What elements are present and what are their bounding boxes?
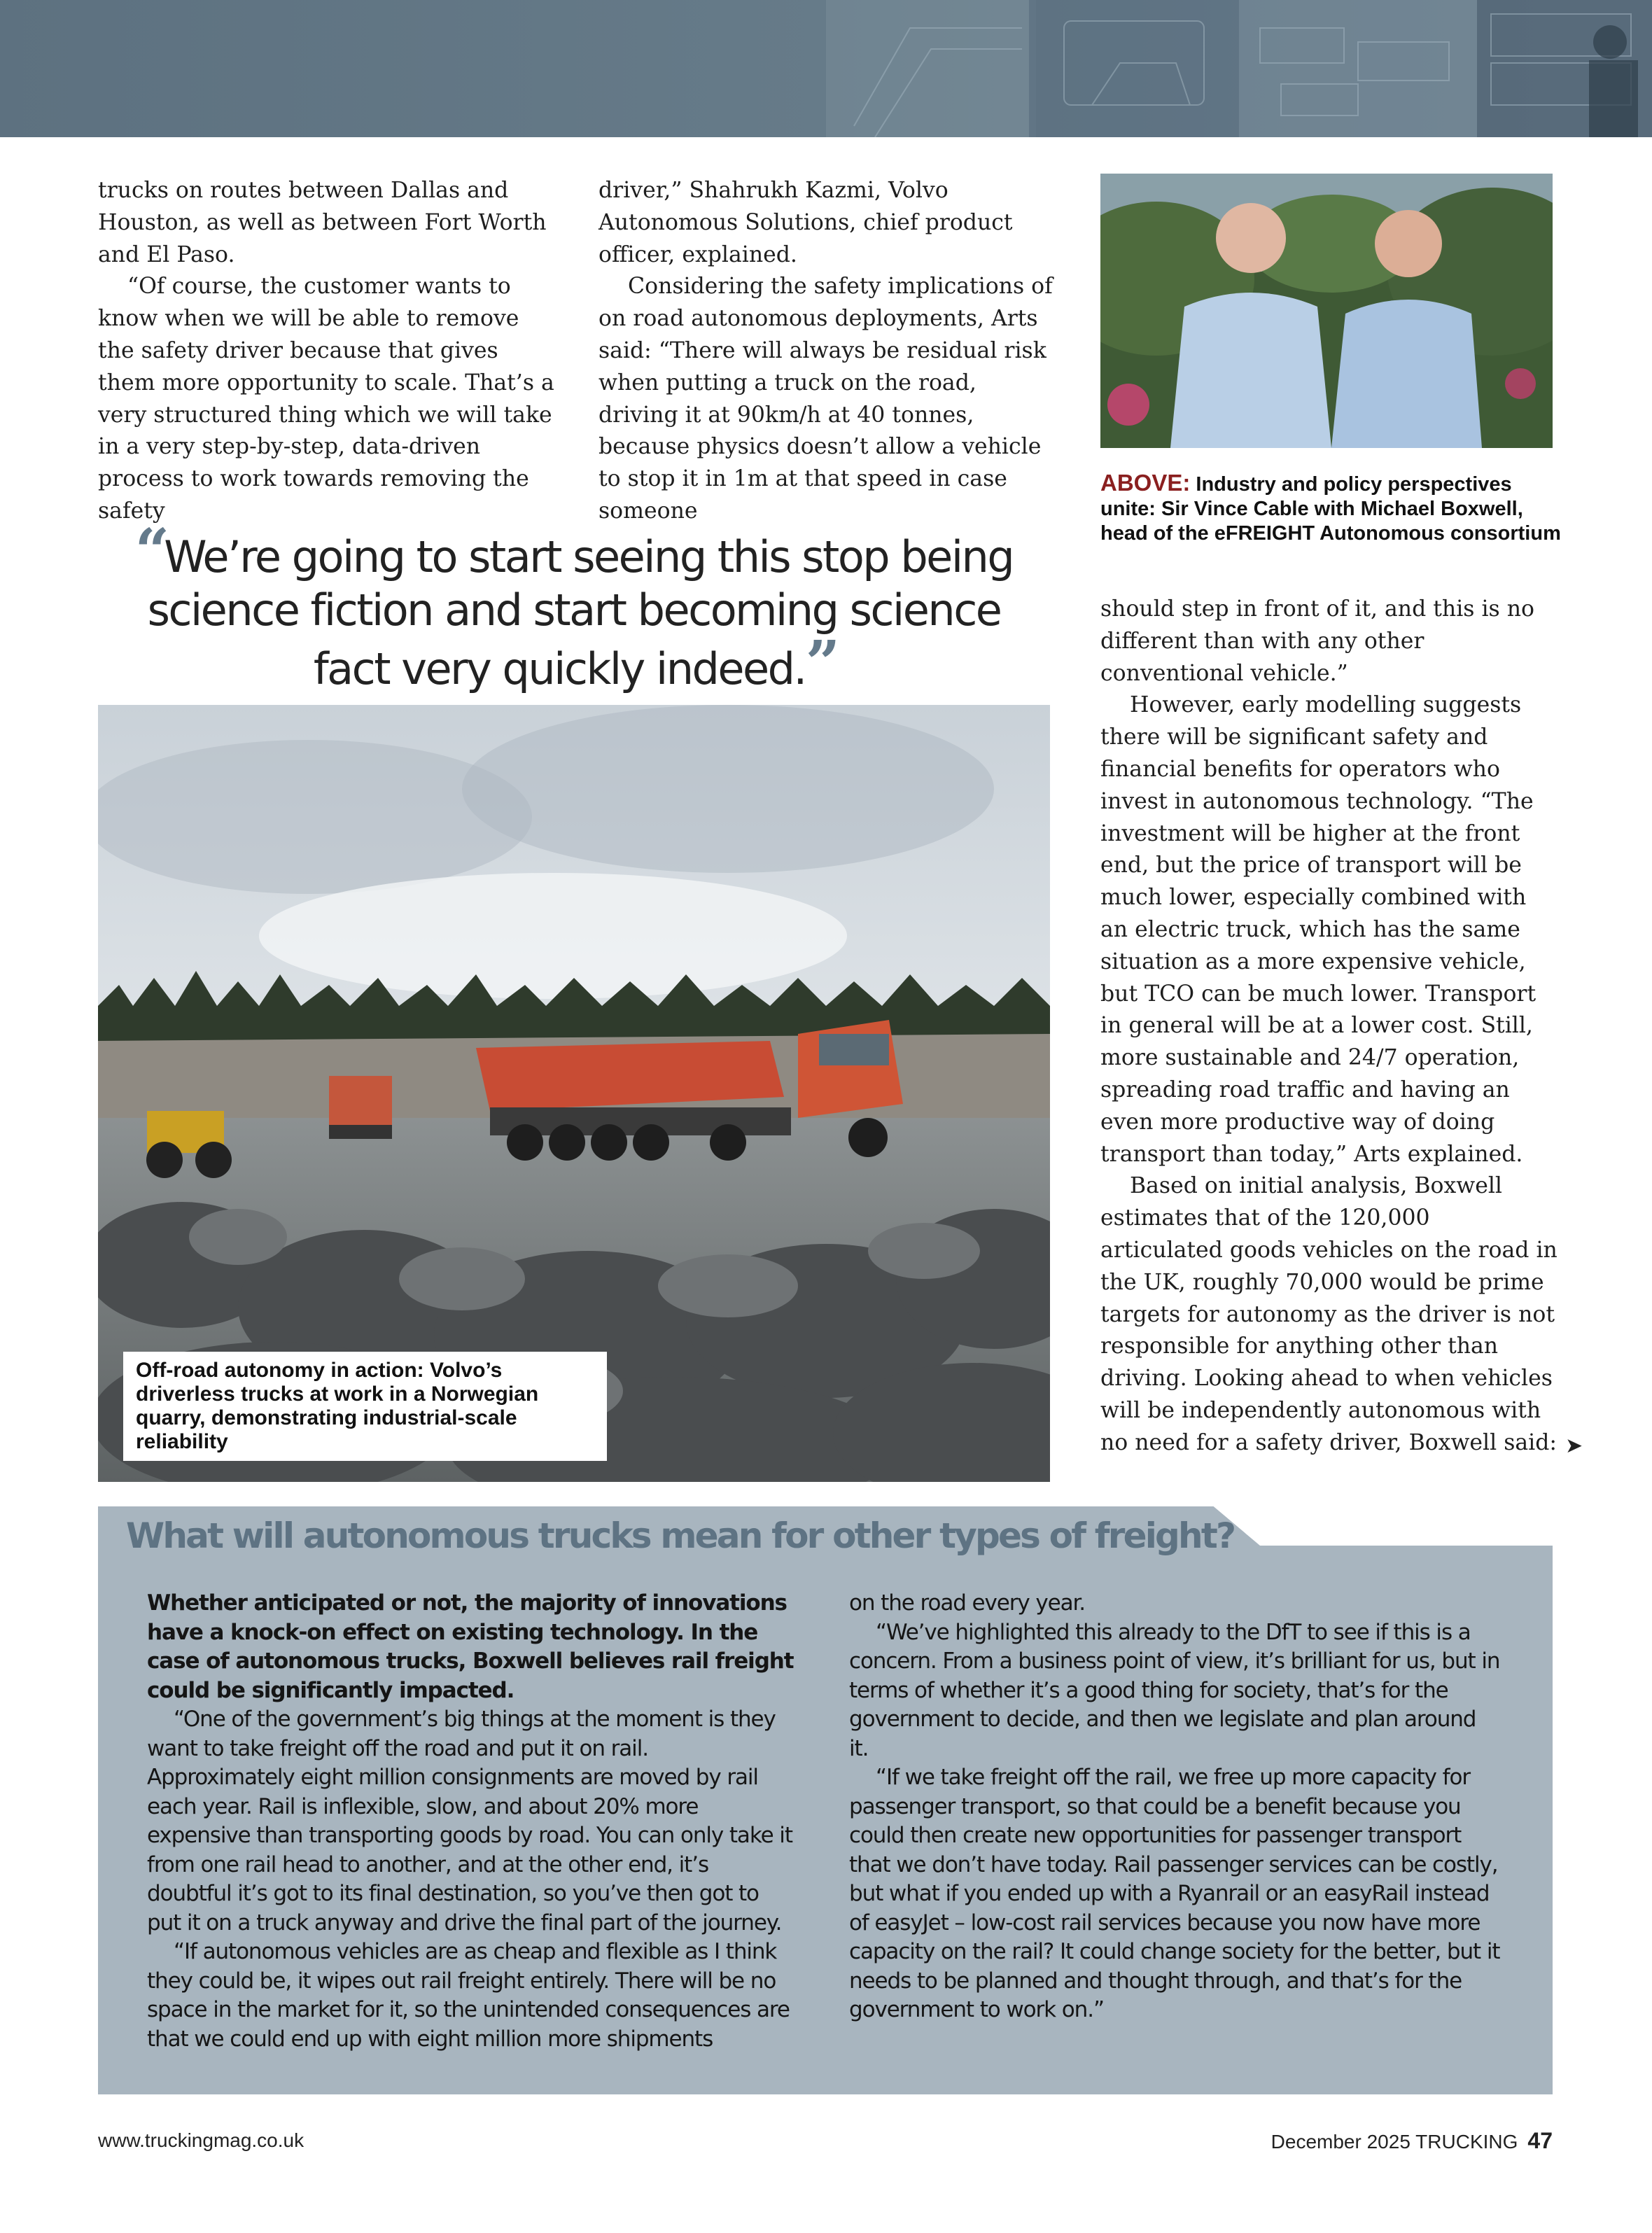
paragraph: “One of the government’s big things at the moment is they want to take freight off the road and put it on rail. Approximately eight million consignments are moved by rail each year. Rail is inflexible, slow, and about 20% more expensive than transporting goods by road. You can only take it from one rail head to another, and at the other end, it’s doubtful it’s got to its final destination, so you’ve then got to put it on a truck anyway and drive the final part of the journey. xyxy=(147,1707,792,1935)
footer-website: www.truckingmag.co.uk xyxy=(98,2129,304,2151)
page-number: 47 xyxy=(1527,2128,1553,2153)
continue-arrow-icon: ➤ xyxy=(1565,1434,1583,1458)
paragraph: trucks on routes between Dallas and Houston, as well as between Fort Worth and El Paso. xyxy=(98,178,547,267)
paragraph: “Of course, the customer wants to know when we will be able to remove the safety driver because that gives them more opportunity to scale. That’s a very structured thing which we will take in a very step-by-step, data-driven process to work towards removing the safety xyxy=(98,274,554,524)
paragraph: However, early modelling suggests there will be significant safety and financial benefits for operators who invest in autonomous technology. “The investment will be higher at the front end, but the price of transport will be much lower, especially combined with an electric truck, which has the same situation as a more expensive vehicle, but TCO can be much lower. Transport in general will be at a lower cost. Still, more sustainable and 24/7 operation, spreading road traffic and having an even more productive way of doing transport than today,” Arts explained. xyxy=(1100,692,1536,1167)
paragraph: Whether anticipated or not, the majority of innovations have a knock-on effect on existing technology. In the case of autonomous trucks, Boxwell believes rail freight could be significantly impacted. xyxy=(147,1590,794,1703)
paragraph: “We’ve highlighted this already to the DfT to see if this is a concern. From a business point of view, it’s brilliant for us, but in terms of whether it’s a good thing for society, that’s for the government to decide, and then we legislate and plan around it. xyxy=(849,1619,1500,1761)
paragraph: “If autonomous vehicles are as cheap and flexible as I think they could be, it wipes out rail freight entirely. There will be no space in the market for it, so the unintended consequences are that we could end up with eight million more shipments xyxy=(147,1939,790,2052)
article-column-2 xyxy=(598,175,1054,528)
sidebar-column-left xyxy=(147,1589,798,2054)
footer-issue-label: December 2025 TRUCKING xyxy=(1270,2131,1518,2152)
quarry-photo-caption: Off-road autonomy in action: Volvo’s driverless trucks at work in a Norwegian quarry, demonstrating industrial-scale reliability xyxy=(123,1352,607,1461)
open-quote-mark: “ xyxy=(134,516,164,587)
header-banner xyxy=(0,0,1652,137)
paragraph: Based on initial analysis, Boxwell estimates that of the 120,000 articulated goods vehicles on the road in the UK, roughly 70,000 would be prime targets for autonomy as the driver is not responsible for anything other than driving. Looking ahead to when vehicles will be independently autonomous with no need for a safety driver, Boxwell said: xyxy=(1100,1173,1558,1455)
article-column-3 xyxy=(1100,594,1559,1460)
banner-photo-strip xyxy=(0,0,1652,137)
pull-quote-text: We’re going to start seeing this stop being science fiction and start becoming science fact very quickly indeed. xyxy=(147,531,1014,694)
article-column-1 xyxy=(98,175,560,528)
sidebar-box-title: What will autonomous trucks mean for other types of freight? xyxy=(126,1516,1235,1556)
pull-quote xyxy=(112,516,1036,699)
sidebar-column-right xyxy=(849,1589,1500,2025)
paragraph: should step in front of it, and this is no different than with any other conventional vehicle.” xyxy=(1100,596,1534,686)
paragraph: “If we take freight off the rail, we free up more capacity for passenger transport, so that could be a benefit because you could then create new opportunities for passenger transport that we don’t have today. Rail passenger services can be costly, but what if you ended up with a Ryanrail or an easyRail instead of easyJet – low-cost rail services because you now have more capacity on the rail? It could change society for the better, but it needs to be planned and thought through, and that’s for the government to work on.” xyxy=(849,1765,1500,2022)
caption-text: Industry and policy perspectives unite: Sir Vince Cable with Michael Boxwell, head of the eFREIGHT Autonomous consortium xyxy=(1100,473,1561,545)
quarry-photo xyxy=(98,705,1050,1482)
caption-lead: ABOVE: xyxy=(1100,470,1191,496)
close-quote-mark: ” xyxy=(805,628,835,699)
footer-issue xyxy=(1271,2128,1553,2154)
portrait-caption xyxy=(1100,470,1562,546)
paragraph: Considering the safety implications of on road autonomous deployments, Arts said: “There will always be residual risk when putting a truck on the road, driving it at 90km/h at 40 tonnes, because physics doesn’t allow a vehicle to stop it in 1m at that speed in case someone xyxy=(598,274,1053,524)
paragraph: on the road every year. xyxy=(849,1590,1086,1616)
paragraph: driver,” Shahrukh Kazmi, Volvo Autonomous Solutions, chief product officer, explained. xyxy=(598,178,1013,267)
portrait-photo xyxy=(1100,174,1553,448)
